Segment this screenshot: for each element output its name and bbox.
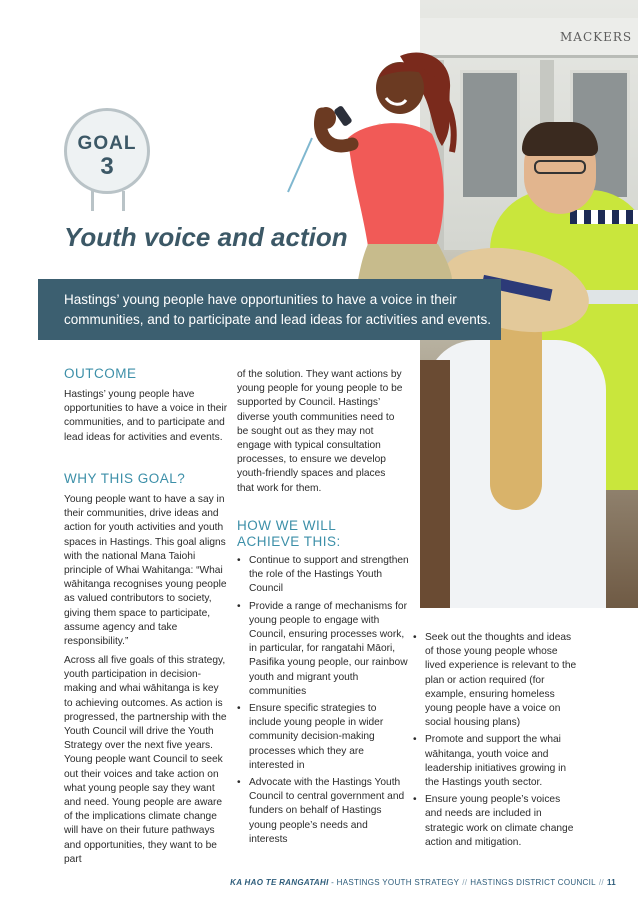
how-list-item: • Promote and support the whai wāhitanga, youth voice and leadership initiatives growing in the Hastings youth sector. — [413, 733, 579, 790]
why-paragraph-3: of the solution. They want actions by young people for young people to be supported by Council. Hastings’ diverse youth communities need to be sought out as they may not engage with typical consultation processes, to ensure we develop youth-friendly spaces and places that work for them. — [237, 369, 403, 494]
microphone-cable — [288, 138, 312, 192]
how-list-item: • Ensure young people’s voices and needs are included in strategic work on climate change action and mitigation. — [413, 793, 579, 850]
goal-number: 3 — [100, 153, 114, 180]
page-footer — [230, 878, 616, 887]
goal-badge-stand — [91, 191, 125, 211]
intro-band — [38, 279, 501, 340]
how-list-item: • Provide a range of mechanisms for young people to engage with Council, ensuring processes work, in particular, for rangatahi Māori, Pasifika young people, our rainbow youth and migrant youth communities — [237, 600, 409, 699]
how-list-item: • Ensure specific strategies to include young people in wider community decision-making processes which they are interested in — [237, 702, 409, 773]
how-list-column-2 — [237, 554, 409, 850]
photo-officer-hair — [522, 122, 598, 156]
outcome-text: Hastings’ young people have opportunities to have a voice in their communities, and to participate and lead ideas for activities and events. — [64, 389, 228, 443]
footer-separator: // — [462, 878, 468, 887]
goal-badge — [64, 108, 150, 194]
singer-trousers — [358, 244, 452, 280]
singer-hand — [316, 107, 336, 129]
how-list-item: • Seek out the thoughts and ideas of those young people whose lived experience is relevant to the plan or action required (for example, ensuring homeless young people have a voice on social housing plans) — [413, 631, 579, 730]
how-list-item: • Continue to support and strengthen the role of the Hastings Youth Council — [237, 554, 409, 597]
footer-brand: KA HAO TE RANGATAHI — [230, 878, 329, 887]
page-title: Youth voice and action — [64, 222, 348, 252]
how-list-column-3 — [413, 631, 579, 853]
goal-word: GOAL — [77, 133, 137, 154]
why-paragraph-1: Young people want to have a say in their communities, drive ideas and action for youth activities and youth spaces in Hastings. This goal aligns with the national Mana Taiohi principle of Whai Wahitanga: “Whai wāhitanga recognises young people as valued contributors to society, giving them space to participate, assume agency and take responsibility.” — [64, 494, 227, 648]
page-number: 11 — [606, 878, 616, 887]
why-paragraph-2: Across all five goals of this strategy, youth participation in decision-making and whai wāhitanga is key to achieving outcomes. As action is progressed, the partnership with the Youth Council will drive the Youth Strategy over the next five years. Young people want Council to seek out their voices and take action on what young people say they want and need. Young people are aware of the implications climate change will have on their future pathways and opportunities, they want to be part — [64, 655, 227, 865]
photo-police-checker — [570, 210, 638, 224]
microphone-icon — [333, 105, 353, 127]
intro-text: Hastings’ young people have opportunities to have a voice in their communities, and to participate and lead ideas for activities and events. — [64, 292, 491, 327]
outcome-heading: OUTCOME — [64, 366, 137, 381]
photo-shop-sign: MACKERS — [560, 30, 633, 44]
footer-council: HASTINGS DISTRICT COUNCIL — [470, 878, 596, 887]
footer-strategy: - HASTINGS YOUTH STRATEGY — [328, 878, 460, 887]
why-heading: WHY THIS GOAL? — [64, 471, 186, 486]
footer-separator: // — [598, 878, 604, 887]
how-heading — [237, 518, 341, 550]
singer-shirt — [348, 123, 444, 246]
how-heading-line-1: HOW WE WILL — [237, 518, 337, 533]
how-heading-line-2: ACHIEVE THIS: — [237, 534, 341, 549]
photo-officer-glasses — [534, 160, 586, 174]
how-list-item: • Advocate with the Hastings Youth Council to central government and funders on behalf of Hastings young people’s needs and interests — [237, 776, 409, 847]
photo-ground — [420, 360, 450, 608]
